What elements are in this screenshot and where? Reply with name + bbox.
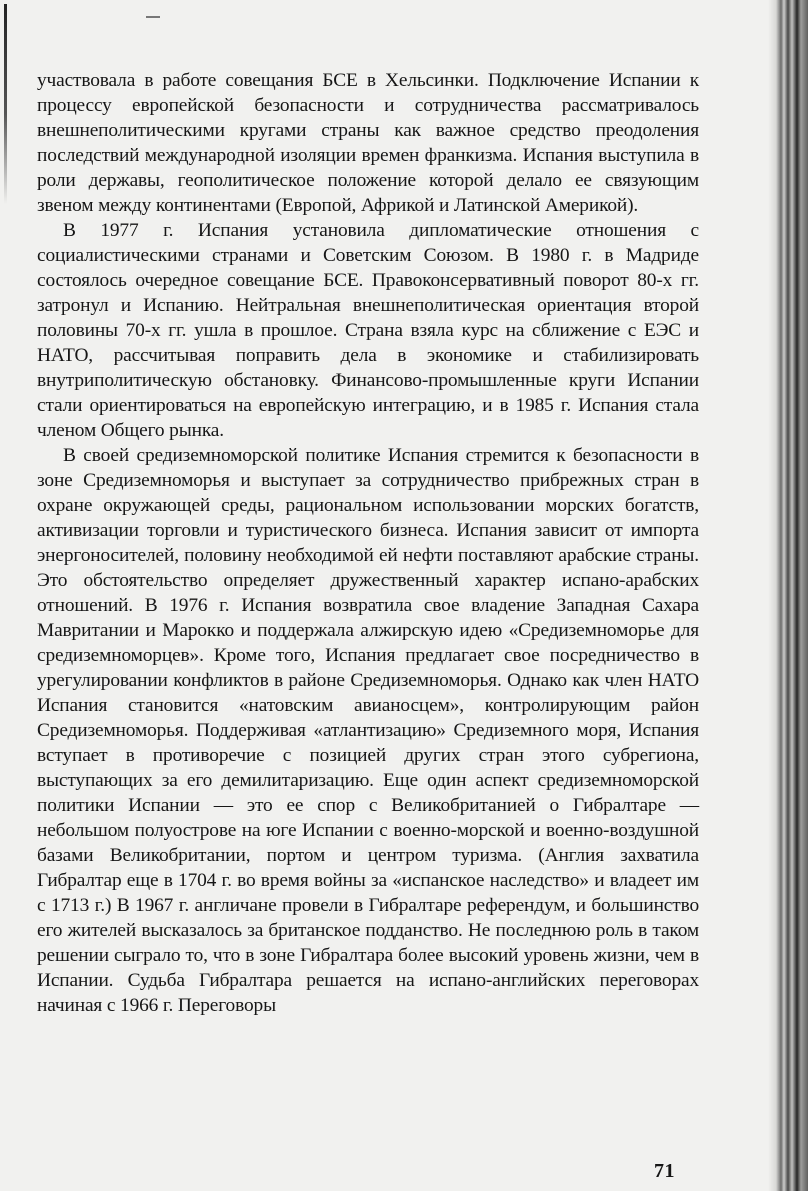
paragraph: В 1977 г. Испания установила дипломатические отношения с социалистическими странами и Советским Союзом. В 1980 г. в Мадриде состоялось очередное совещание БСЕ. Правоконсервативный поворот 80-х гг. затронул и Испанию. Нейтральная внешнеполитическая ориентация второй половины 70-х гг. ушла в прошлое. Страна взяла курс на сближение с ЕЭС и НАТО, рассчитывая поправить дела в экономике и стабилизировать внутриполитическую обстановку. Финансово-промышленные круги Испании стали ориентироваться на европейскую интеграцию, и в 1985 г. Испания стала членом Общего рынка. (37, 220, 699, 441)
book-binding-edge (768, 0, 808, 1191)
scan-edge-mark (4, 4, 7, 204)
body-text (37, 68, 699, 1018)
paragraph: В своей средиземноморской политике Испания стремится к безопасности в зоне Средиземноморья и выступает за сотрудничество прибрежных стран в охране окружающей среды, рациональном использовании морских богатств, активизации торговли и туристического бизнеса. Испания зависит от импорта энергоносителей, половину необходимой ей нефти поставляют арабские страны. Это обстоятельство определяет дружественный характер испано-арабских отношений. В 1976 г. Испания возвратила свое владение Западная Сахара Мавритании и Марокко и поддержала алжирскую идею «Средиземноморье для средиземноморцев». Кроме того, Испания предлагает свое посредничество в урегулировании конфликтов в районе Средиземноморья. Однако как член НАТО Испания становится «натовским авианосцем», контролирующим район Средиземноморья. Поддерживая «атлантизацию» Средиземного моря, Испания вступает в противоречие с позицией других стран этого субрегиона, выступающих за его демилитаризацию. Еще один аспект средиземноморской политики Испании — это ее спор с Великобританией о Гибралтаре — небольшом полуострове на юге Испании с военно-морской и военно-воздушной базами Великобритании, портом и центром туризма. (Англия захватила Гибралтар еще в 1704 г. во время войны за «испанское наследство» и владеет им с 1713 г.) В 1967 г. англичане провели в Гибралтаре референдум, и большинство его жителей высказалось за британское подданство. Не последнюю роль в таком решении сыграло то, что в зоне Гибралтара более высокий уровень жизни, чем в Испании. Судьба Гибралтара решается на испано-английских переговорах начиная с 1966 г. Переговоры (37, 445, 699, 1016)
scan-artifact-mark (146, 16, 160, 18)
page-number: 71 (654, 1160, 675, 1182)
paragraph: участвовала в работе совещания БСЕ в Хельсинки. Подключение Испании к процессу европейской безопасности и сотрудничества рассматривалось внешнеполитическими кругами страны как важное средство преодоления последствий международной изоляции времен франкизма. Испания выступила в роли державы, геополитическое положение которой делало ее связующим звеном между континентами (Европой, Африкой и Латинской Америкой). (37, 70, 699, 216)
